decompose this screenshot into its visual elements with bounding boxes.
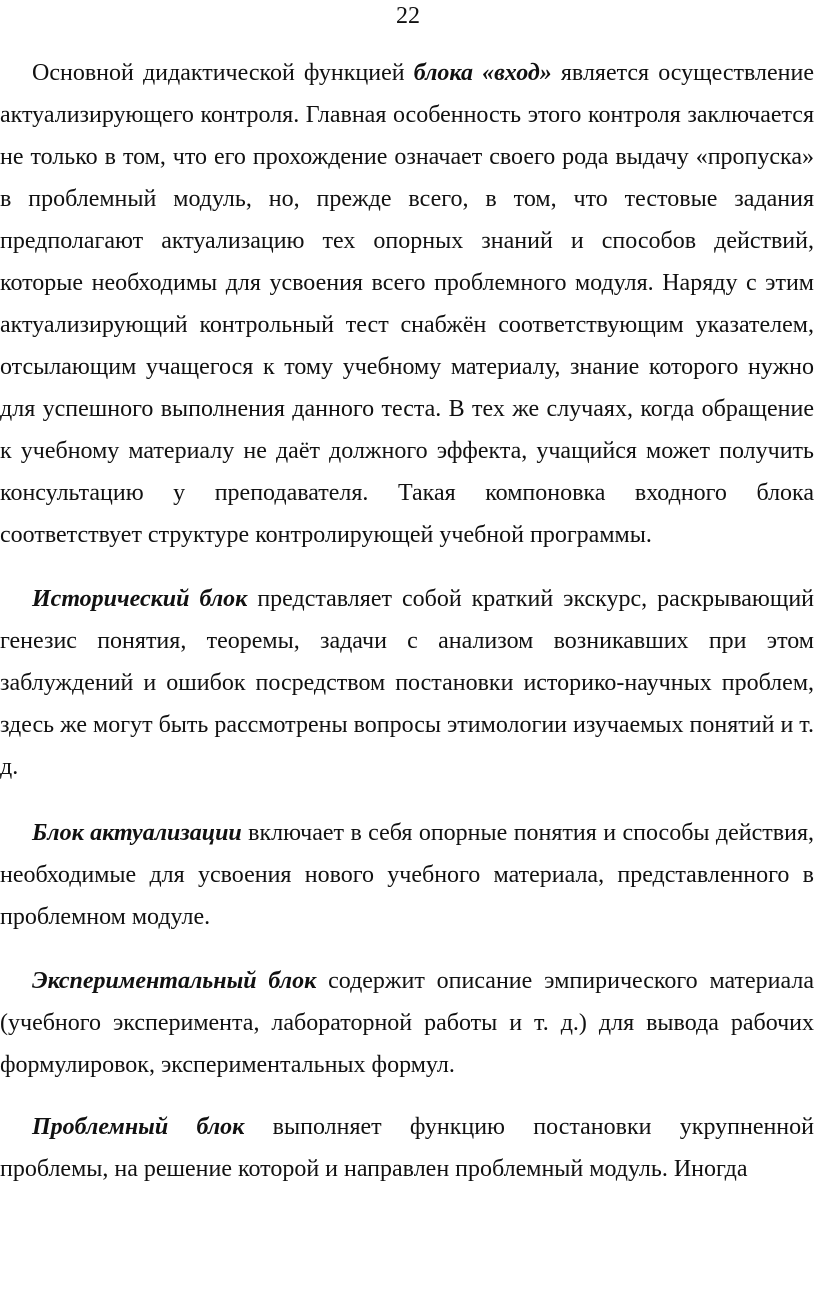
paragraph-text: Основной дидактической функцией [32,60,414,86]
page-number: 22 [396,3,420,29]
term-block-entry: блока «вход» [413,60,552,86]
term-experimental-block: Экспериментальный блок [32,968,317,994]
paragraph-actualization-block [0,812,814,938]
paragraph-experimental-block [0,960,814,1086]
paragraph-text: выполняет функцию постановки укрупненной проблемы, на решение которой и направлен проблемный модуль. Иногда [0,1114,814,1182]
paragraph-text: содержит описание эмпирического материала (учебного эксперимента, лабораторной работы и т. д.) для вывода рабочих формулировок, экспериментальных формул. [0,968,814,1078]
paragraph-block-entry [0,52,814,556]
paragraph-historical-block [0,578,814,788]
paragraph-problem-block [0,1106,814,1190]
term-problem-block: Проблемный блок [32,1114,245,1140]
term-historical-block: Исторический блок [32,586,248,612]
paragraph-text: включает в себя опорные понятия и способы действия, необходимые для усвоения нового учебного материала, представленного в проблемном модуле. [0,820,814,930]
paragraph-text: является осуществление актуализирующего контроля. Главная особенность этого контроля заключается не только в том, что его прохождение означает своего рода выдачу «пропуска» в проблемный модуль, но, прежде всего, в том, что тестовые задания предполагают актуализацию тех опорных знаний и способов действий, которые необходимы для усвоения всего проблемного модуля. Наряду с этим актуализирующий контрольный тест снабжён соответствующим указателем, отсылающим учащегося к тому учебному материалу, знание которого нужно для успешного выполнения данного теста. В тех же случаях, когда обращение к учебному материалу не даёт должного эффекта, учащийся может получить консультацию у преподавателя. Такая компоновка входного блока соответствует структуре контролирующей учебной программы. [0,60,814,548]
paragraph-text: представляет собой краткий экскурс, раскрывающий генезис понятия, теоремы, задачи с анализом возникавших при этом заблуждений и ошибок посредством постановки историко-научных проблем, здесь же могут быть рассмотрены вопросы этимологии изучаемых понятий и т. д. [0,586,815,780]
document-body [0,52,814,1210]
term-actualization-block: Блок актуализации [32,820,242,846]
